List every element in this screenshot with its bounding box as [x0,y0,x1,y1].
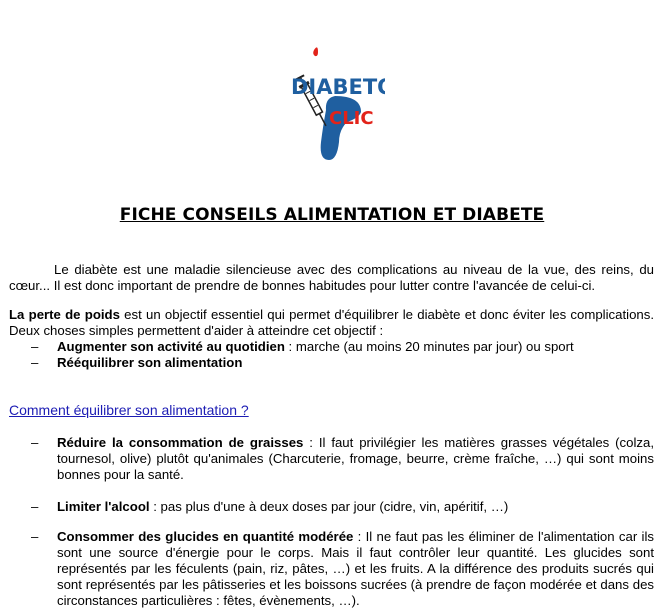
section-title: Comment équilibrer son alimentation ? [9,402,249,418]
logo-text-clic: CLIC [329,108,374,129]
page-title: FICHE CONSEILS ALIMENTATION ET DIABETE [119,205,545,225]
bullet-lead: Limiter l'alcool [57,499,150,514]
diabetoclic-logo [285,42,385,166]
bullet-lead: Rééquilibrer son alimentation [57,355,243,370]
logo-graphic [285,42,385,166]
intro-paragraph: Le diabète est une maladie silencieuse avec des complications au niveau de la vue, des reins, du cœur... Il est donc important de prendre de bonnes habitudes pour lutter contre l'avancée de celui-ci. [9,262,654,293]
weight-loss-lead: La perte de poids [9,307,120,322]
bullet-dash: – [31,355,39,370]
bullet-text: : marche (au moins 20 minutes par jour) ou sport [284,339,574,354]
bullet-dash: – [31,435,39,450]
bullet-dash: – [31,499,39,514]
logo-text-diabeto: DIABETO [291,75,385,99]
bullet-lead: Consommer des glucides en quantité modérée [57,529,354,544]
bullet-text: : pas plus d'une à deux doses par jour (cidre, vin, apéritif, …) [149,499,509,514]
bullet-text: : Il faut privilégier les matières grasses végétales (colza, tournesol, olive) plutôt qu'animales (Charcuterie, fromage, beurre, crème fraîche, …) qui sont moins bonnes pour la santé. [57,435,654,482]
weight-loss-text: est un objectif essentiel qui permet d'équilibrer le diabète et donc éviter les complications. Deux choses simples permettent d'aider à atteindre cet objectif : [9,307,654,338]
bullet-text: : Il ne faut pas les éliminer de l'alimentation car ils sont une source d'énergie pour le corps. Mais il faut contrôler leur quantité. Les glucides sont représentés par les féculents (pain, riz, pâtes, …) et les fruits. A la différence des produits sucrés qui sont représentés par les pâtisseries et les boissons sucrées (à prendre de façon modérée et dans des circonstances particulières : fêtes, évènements, …). [57,529,654,608]
bullet-dash: – [31,339,39,354]
bullet-dash: – [31,529,39,544]
weight-loss-paragraph [9,307,654,339]
logo-drop [313,47,318,56]
bullet-lead: Augmenter son activité au quotidien [57,339,285,354]
bullet-lead: Réduire la consommation de graisses [57,435,304,450]
